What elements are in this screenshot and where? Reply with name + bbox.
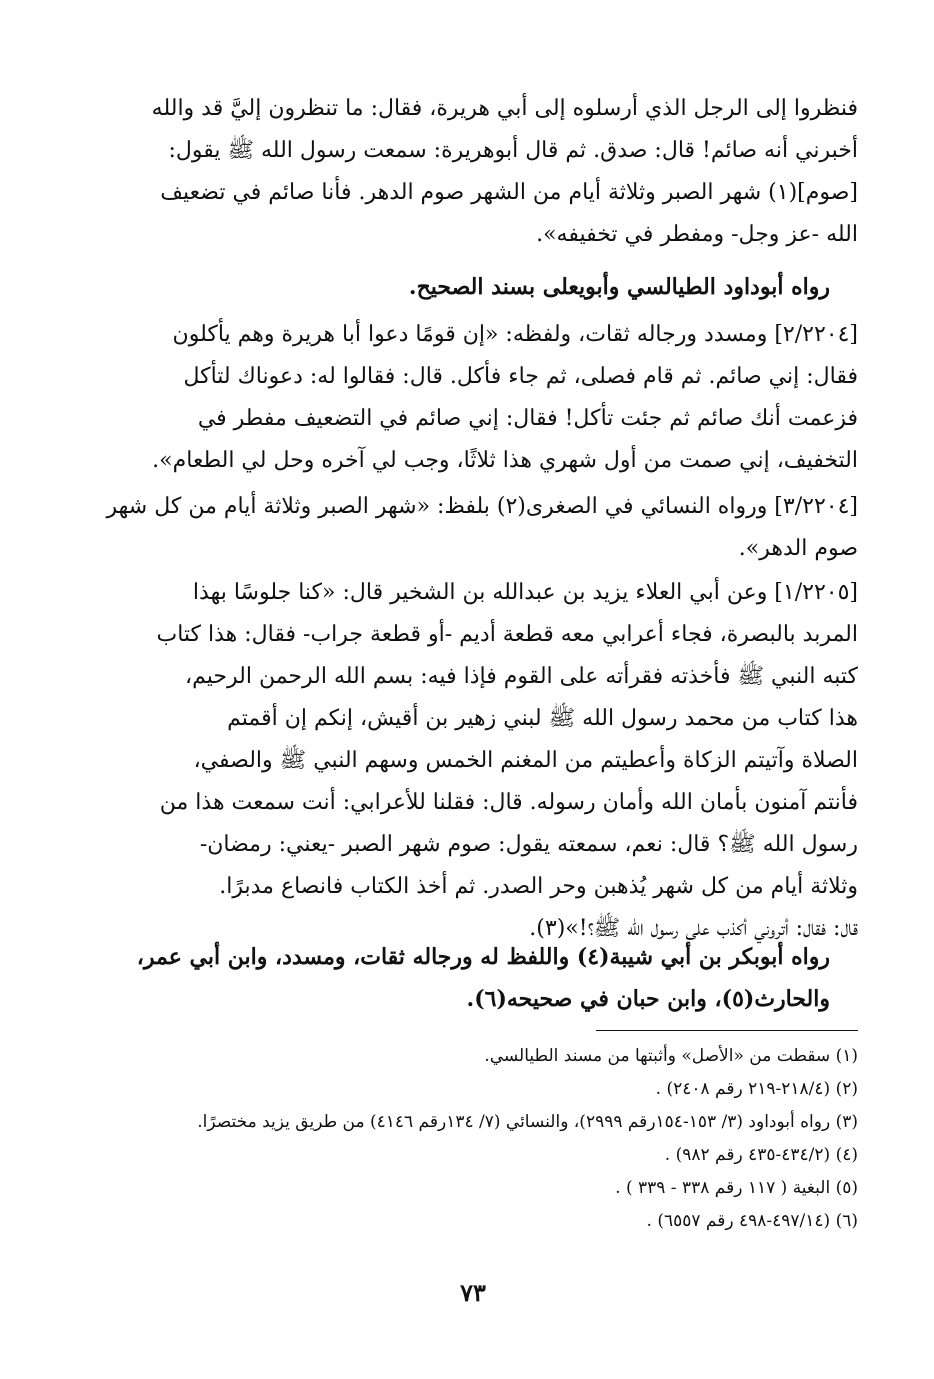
footnote-1: (١) سقطت من «الأصل» وأثبتها من مسند الطيالسي.	[484, 1046, 858, 1066]
text-line: فقال: إني صائم. ثم قام فصلى، ثم جاء فأكل. قال: فقالوا له: دعوناك لتأكل	[183, 364, 858, 389]
text-line: [١/٢٢٠٥] وعن أبي العلاء يزيد بن عبدالله بن الشخير قال: «كنا جلوسًا بهذا	[192, 580, 858, 605]
paragraph-takhrij-2	[88, 936, 858, 1020]
paragraph-hadith-2-2204	[88, 314, 858, 482]
text-line: [صوم](١) شهر الصبر وثلاثة أيام من الشهر صوم الدهر. فأنا صائم في تضعيف	[160, 180, 858, 205]
text-line: الله -عز وجل- ومفطر في تخفيفه».	[536, 222, 858, 247]
footnote-4: (٤) (٤٣٤/٢-٤٣٥ رقم ٩٨٢) .	[664, 1145, 858, 1165]
text-line: [٣/٢٢٠٤] ورواه النسائي في الصغرى(٢) بلفظ: «شهر الصبر وثلاثة أيام من كل شهر	[106, 494, 858, 519]
paragraph-hadith-1-2205	[88, 572, 858, 950]
text-line: والحارث(٥)، وابن حبان في صحيحه(٦).	[466, 986, 830, 1012]
footnote-separator	[596, 1030, 858, 1031]
text-line: هذا كتاب من محمد رسول الله ﷺ لبني زهير بن أقيش، إنكم إن أقمتم	[227, 706, 858, 731]
text-line: وثلاثة أيام من كل شهر يُذهبن وحر الصدر. ثم أخذ الكتاب فانصاع مدبرًا.	[219, 874, 858, 899]
footnote-3: (٣) رواه أبوداود (٣/ ١٥٣-١٥٤رقم ٢٩٩٩)، والنسائي (٧/ ١٣٤رقم ٤١٤٦) من طريق يزيد مختصرًا.	[197, 1112, 858, 1132]
text-line: رواه أبوداود الطيالسي وأبويعلى بسند الصحيح.	[408, 274, 830, 300]
text-line: صوم الدهر».	[738, 536, 858, 561]
text-line: رسول الله ﷺ؟ قال: نعم، سمعته يقول: صوم شهر الصبر -يعني: رمضان-	[199, 832, 858, 857]
text-line: المربد بالبصرة، فجاء أعرابي معه قطعة أديم -أو قطعة جراب- فقال: هذا كتاب	[156, 622, 858, 647]
footnotes	[88, 1040, 858, 1238]
text-line: التخفيف، إني صمت من أول شهري هذا ثلاثًا، وجب لي آخره وحل لي الطعام».	[152, 448, 858, 473]
text-line: فنظروا إلى الرجل الذي أرسلوه إلى أبي هريرة، فقال: ما تنظرون إليَّ قد والله	[151, 96, 858, 121]
text-line: فزعمت أنك صائم ثم جئت تأكل! فقال: إني صائم في التضعيف مفطر في	[197, 406, 858, 431]
page-number: ٧٣	[460, 1278, 486, 1307]
footnote-2: (٢) (٢١٨/٤-٢١٩ رقم ٢٤٠٨) .	[655, 1079, 858, 1099]
text-line: كتبه النبي ﷺ فأخذته فقرأته على القوم فإذا فيه: بسم الله الرحمن الرحيم،	[185, 664, 858, 689]
text-line: فأنتم آمنون بأمان الله وأمان رسوله. قال: فقلنا للأعرابي: أنت سمعت هذا من	[159, 790, 858, 815]
paragraph-hadith-continuation	[88, 88, 858, 256]
paragraph-takhrij-1	[88, 266, 858, 308]
paragraph-hadith-3-2204	[88, 486, 858, 570]
text-line: قال: فقال: أتروني أكذب على رسول الله ﷺ؟!»(٣).	[529, 916, 858, 941]
text-line: الصلاة وآتيتم الزكاة وأعطيتم من المغنم الخمس وسهم النبي ﷺ والصفي،	[193, 748, 858, 773]
text-line: أخبرني أنه صائم! قال: صدق. ثم قال أبوهريرة: سمعت رسول الله ﷺ يقول:	[168, 138, 858, 163]
footnote-6: (٦) (٤٩٧/١٤-٤٩٨ رقم ٦٥٥٧) .	[646, 1211, 858, 1231]
footnote-5: (٥) البغية ( ١١٧ رقم ٣٣٨ - ٣٣٩ ) .	[615, 1178, 858, 1198]
text-line: رواه أبوبكر بن أبي شيبة(٤) واللفظ له ورجاله ثقات، ومسدد، وابن أبي عمر،	[136, 944, 830, 970]
text-line: [٢/٢٢٠٤] ومسدد ورجاله ثقات، ولفظه: «إن قومًا دعوا أبا هريرة وهم يأكلون	[172, 322, 858, 347]
